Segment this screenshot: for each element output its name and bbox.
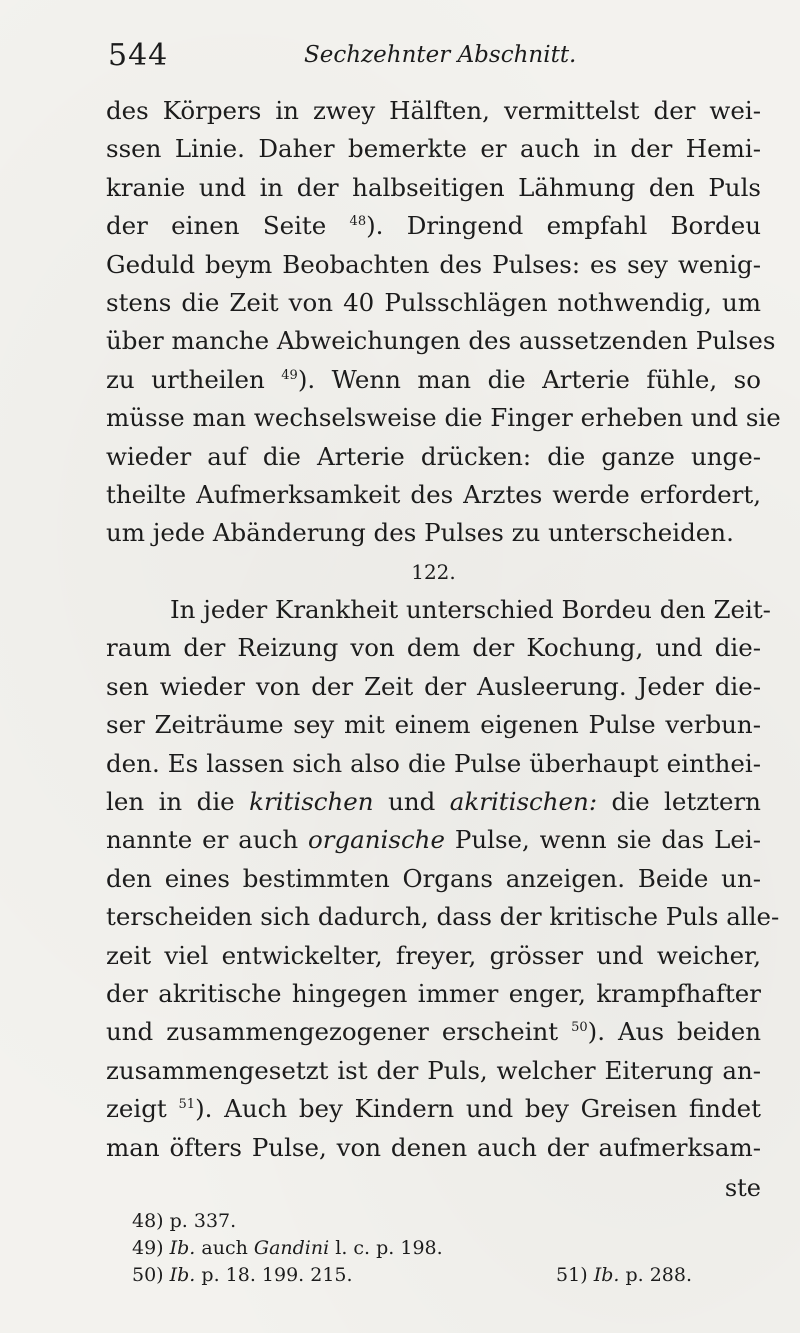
footnotes — [132, 1208, 692, 1289]
footnote-italic: Ib. — [593, 1264, 620, 1286]
footnote-number: 49) — [132, 1237, 164, 1259]
footnote-text: p. 288. — [625, 1264, 692, 1286]
text-fragment: und — [388, 787, 436, 817]
text-fragment: zu urtheilen — [106, 364, 265, 394]
text-line: den eines bestimmten Organs anzeigen. Beide un- — [106, 863, 761, 893]
footnote-48: 48) p. 337. — [132, 1210, 237, 1232]
section-number: 122. — [411, 559, 456, 584]
footnote-51 — [556, 1262, 692, 1289]
main-text — [106, 92, 781, 1207]
text-line: sen wieder von der Zeit der Ausleerung. Jeder die- — [106, 671, 761, 701]
text-line — [106, 361, 761, 399]
footnote-italic: Ib. — [169, 1264, 196, 1286]
footnote-italic: Ib. — [169, 1237, 196, 1259]
footnote-italic: Gandini — [253, 1237, 330, 1259]
text-line: kranie und in der halbseitigen Lähmung den Puls — [106, 172, 761, 202]
text-fragment: ). Wenn man die Arterie fühle, so — [297, 364, 761, 394]
italic-term: kritischen — [249, 787, 374, 817]
text-line — [106, 207, 761, 245]
page-number: 544 — [108, 38, 169, 73]
text-line — [106, 783, 761, 821]
text-line — [106, 1090, 761, 1128]
text-fragment: ). Auch bey Kindern und bey Greisen findet — [195, 1094, 761, 1124]
text-line: theilte Aufmerksamkeit des Arztes werde erfordert, — [106, 479, 761, 509]
footnote-number: 51) — [556, 1264, 588, 1286]
text-line: wieder auf die Arterie drücken: die ganze unge- — [106, 441, 761, 471]
footnote-49 — [132, 1235, 692, 1262]
footnote-row — [132, 1262, 692, 1289]
footnote-text: p. 18. 199. 215. — [201, 1264, 353, 1286]
text-fragment: und zusammengezogener erscheint — [106, 1017, 559, 1047]
italic-term: akritischen: — [449, 787, 598, 817]
text-line: zusammengesetzt ist der Puls, welcher Eiterung an- — [106, 1055, 761, 1085]
page-header — [108, 38, 760, 78]
text-line — [106, 821, 761, 859]
text-fragment: ). Dringend empfahl Bordeu — [366, 211, 761, 241]
italic-term: organische — [308, 825, 445, 855]
footnote-ref-49[interactable]: 49 — [281, 367, 298, 383]
running-head: Sechzehnter Abschnitt. — [304, 42, 577, 68]
text-line: ser Zeiträume sey mit einem eigenen Pulse verbun- — [106, 710, 761, 740]
text-line: terscheiden sich dadurch, dass der kritische Puls alle- — [106, 902, 780, 932]
text-line: über manche Abweichungen des aussetzenden Pulses — [106, 326, 776, 356]
footnote-text: l. c. p. 198. — [335, 1237, 443, 1259]
text-fragment: len in die — [106, 787, 235, 817]
text-line: der akritische hingegen immer enger, krampfhafter — [106, 978, 761, 1008]
text-line: Geduld beym Beobachten des Pulses: es sey wenig- — [106, 249, 761, 279]
catchword: ste — [724, 1173, 761, 1202]
text-fragment: die letztern — [611, 787, 761, 817]
text-fragment: der einen Seite — [106, 211, 327, 241]
footnote-ref-50[interactable]: 50 — [571, 1020, 588, 1036]
footnote-50 — [132, 1262, 353, 1289]
footnote-text: auch — [201, 1237, 248, 1259]
text-line: raum der Reizung von dem der Kochung, und die- — [106, 633, 761, 663]
text-line: ssen Linie. Daher bemerkte er auch in der Hemi- — [106, 134, 761, 164]
footnote-ref-48[interactable]: 48 — [349, 214, 367, 230]
text-line: den. Es lassen sich also die Pulse überhaupt einthei- — [106, 748, 761, 778]
text-line: zeit viel entwickelter, freyer, grösser und weicher, — [106, 940, 761, 970]
text-fragment: ). Aus beiden — [587, 1017, 761, 1047]
footnote-ref-51[interactable]: 51 — [178, 1097, 196, 1112]
text-line — [106, 1013, 761, 1051]
text-line: In jeder Krankheit unterschied Bordeu den Zeit- — [170, 595, 771, 625]
text-fragment: Pulse, wenn sie das Lei- — [454, 825, 761, 855]
text-line: müsse man wechselsweise die Finger erheben und sie — [106, 403, 781, 433]
text-fragment: zeigt — [106, 1094, 167, 1124]
text-line: stens die Zeit von 40 Pulsschlägen nothwendig, um — [106, 287, 761, 317]
text-line: man öfters Pulse, von denen auch der aufmerksam- — [106, 1132, 761, 1162]
text-line: um jede Abänderung des Pulses zu unterscheiden. — [106, 518, 734, 548]
text-fragment: nannte er auch — [106, 825, 299, 855]
footnote-number: 50) — [132, 1264, 164, 1286]
text-line: des Körpers in zwey Hälften, vermittelst der wei- — [106, 96, 761, 125]
